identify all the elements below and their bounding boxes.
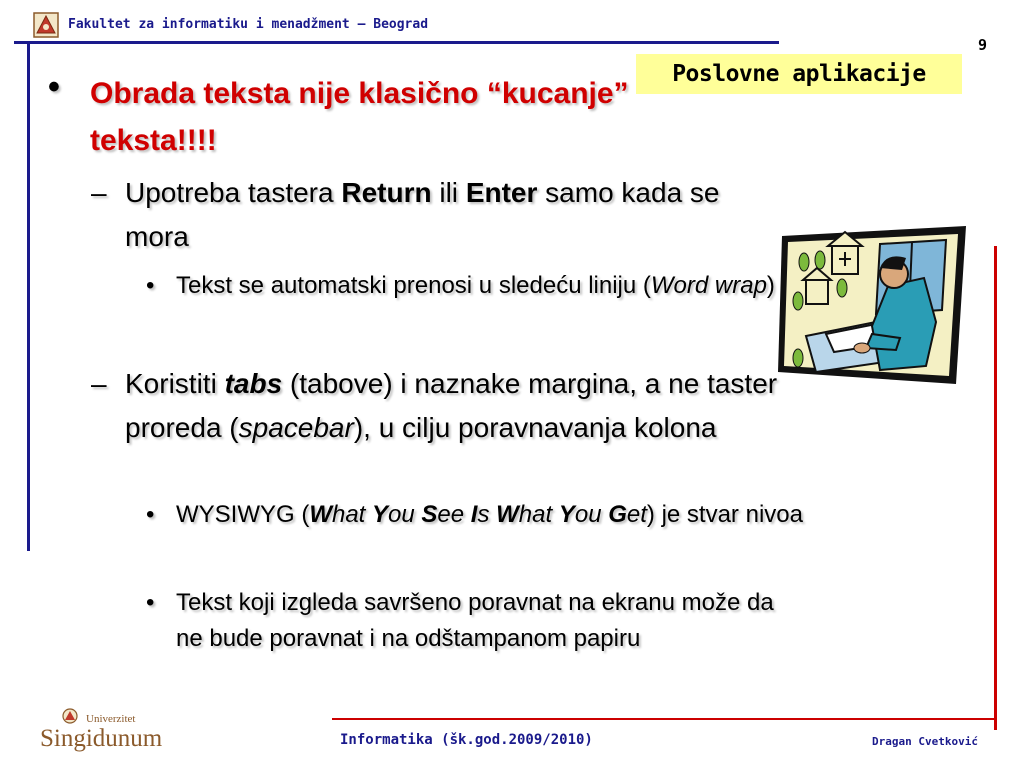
sub-bullet-return-enter <box>91 171 785 259</box>
faculty-logo-icon <box>33 12 59 38</box>
acronym-letter: S <box>421 501 438 528</box>
author-label: Dragan Cvetković <box>872 735 978 748</box>
university-logo-icon <box>38 708 178 752</box>
dash-marker: – <box>91 177 107 208</box>
text-segment: Tekst koji izgleda savršeno poravnat na ekranu može da ne bude poravnat i na odštampanom papiru <box>176 589 774 652</box>
header-divider <box>14 41 779 44</box>
course-label: Informatika (šk.god.2009/2010) <box>340 732 593 748</box>
acronym-letter: I <box>470 501 478 528</box>
item-wysiwyg <box>146 497 816 533</box>
text-segment: ) je stvar nivoa <box>646 501 803 528</box>
page-number: 9 <box>978 36 988 54</box>
acronym-word: ee <box>437 501 471 528</box>
term-spacebar: spacebar <box>238 412 354 443</box>
main-bullet: Obrada teksta nije klasično “kucanje” teksta!!!! <box>90 77 629 157</box>
key-return: Return <box>341 177 432 208</box>
dash-marker: – <box>91 368 107 399</box>
left-accent-line <box>27 44 30 551</box>
text-segment: WYSIWYG ( <box>176 501 310 528</box>
sub-bullet-tabs <box>91 362 815 450</box>
acronym-word: ou <box>388 501 422 528</box>
acronym-word: hat <box>331 501 373 528</box>
office-worker-clipart-icon <box>776 226 972 386</box>
text-segment: ), u cilju poravnavanja kolona <box>353 412 717 443</box>
footer-divider <box>332 718 997 720</box>
text-segment: Koristiti <box>125 368 225 399</box>
logo-main-text: Singidunum <box>40 725 163 752</box>
text-segment: (tabove) i naznake margina, a ne taster proreda ( <box>125 368 778 443</box>
acronym-letter: Y <box>372 501 389 528</box>
section-tag: Poslovne aplikacije <box>636 54 962 94</box>
acronym-letter: W <box>496 501 519 528</box>
text-segment: ili <box>431 177 466 208</box>
logo-top-text: Univerzitet <box>86 713 136 725</box>
term-word-wrap: Word wrap <box>650 272 767 299</box>
item-word-wrap <box>146 268 776 304</box>
item-print-alignment <box>146 585 796 657</box>
term-tabs: tabs <box>224 368 283 399</box>
acronym-word: ou <box>574 501 609 528</box>
bullet-marker: • <box>146 589 155 616</box>
bullet-marker: • <box>48 68 60 106</box>
right-accent-line <box>994 246 997 730</box>
acronym-word: et <box>626 501 647 528</box>
acronym-letter: Y <box>558 501 575 528</box>
bullet-marker: • <box>146 272 155 299</box>
acronym-word: s <box>477 501 497 528</box>
text-segment: Upotreba tastera <box>125 177 342 208</box>
bullet-marker: • <box>146 501 155 528</box>
institution-name: Fakultet za informatiku i menadžment – Beograd <box>68 17 429 32</box>
key-enter: Enter <box>465 177 538 208</box>
text-segment: ) <box>766 272 775 299</box>
acronym-word: hat <box>518 501 559 528</box>
text-segment: Tekst se automatski prenosi u sledeću liniju ( <box>176 272 651 299</box>
logo-emblem-icon <box>63 709 77 723</box>
acronym-letter: W <box>309 501 332 528</box>
acronym-letter: G <box>608 501 627 528</box>
text-segment: samo kada se mora <box>125 177 720 252</box>
